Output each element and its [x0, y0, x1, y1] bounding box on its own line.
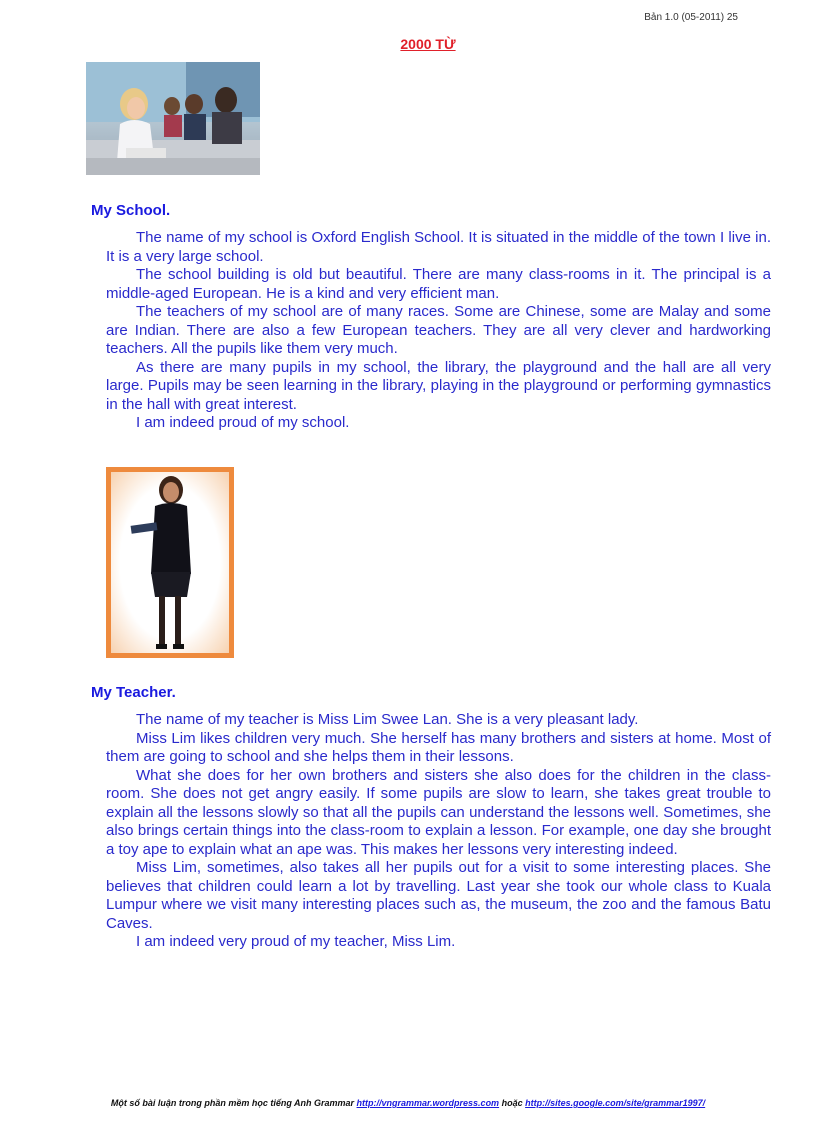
classroom-photo: [86, 62, 260, 175]
paragraph: As there are many pupils in my school, the library, the playground and the hall are all very large. Pupils may be seen learning in the library, playing in the playground or performing gymnastics in the hall with great interest.: [106, 358, 771, 413]
paragraph: The school building is old but beautiful. There are many class-rooms in it. The principal is a middle-aged European. He is a kind and very efficient man.: [106, 266, 771, 302]
footer-link-google-sites[interactable]: http://sites.google.com/site/grammar1997/: [525, 1098, 706, 1108]
document-title: 2000 TỪ: [400, 36, 456, 52]
paragraph: Miss Lim, sometimes, also takes all her pupils out for a visit to some interesting places. She believes that children could learn a lot by travelling. Last year she took our whole class to Kuala Lumpur where we visit many interesting places such as, the museum, the zoo and the famous Batu Caves.: [106, 859, 771, 932]
footer-link-vngrammar[interactable]: http://vngrammar.wordpress.com: [356, 1098, 500, 1108]
page-footer: [0, 1098, 816, 1108]
paragraph: I am indeed proud of my school.: [136, 414, 350, 431]
article-my-teacher: [106, 711, 771, 952]
teacher-photo: [106, 467, 234, 658]
heading-my-teacher: My Teacher.: [91, 684, 176, 701]
paragraph: The name of my teacher is Miss Lim Swee Lan. She is a very pleasant lady.: [136, 711, 639, 728]
article-my-school: [106, 229, 771, 433]
paragraph: The name of my school is Oxford English School. It is situated in the middle of the town I live in. It is a very large school.: [106, 229, 771, 265]
heading-my-school: My School.: [91, 202, 171, 219]
footer-separator: hoặc: [499, 1098, 526, 1108]
footer-text: Một số bài luận trong phần mềm học tiếng Anh Grammar: [110, 1098, 357, 1108]
paragraph: Miss Lim likes children very much. She herself has many brothers and sisters at home. Most of them are going to school and she helps them in their lessons.: [106, 729, 771, 765]
paragraph: What she does for her own brothers and sisters she also does for the children in the class-room. She does not get angry easily. If some pupils are slow to learn, she takes great trouble to explain all the lessons slowly so that all the pupils can understand the lessons well. Sometimes, she also brings certain things into the class-room to explain a lesson. For example, one day she brought a toy ape to explain what an ape was. This makes her lessons very interesting indeed.: [106, 766, 771, 858]
paragraph: The teachers of my school are of many races. Some are Chinese, some are Malay and some are Indian. There are also a few European teachers. They are all very clever and hardworking teachers. All the pupils like them very much.: [106, 303, 771, 357]
page-version-label: Bản 1.0 (05-2011) 25: [644, 12, 738, 23]
paragraph: I am indeed very proud of my teacher, Miss Lim.: [136, 933, 456, 950]
